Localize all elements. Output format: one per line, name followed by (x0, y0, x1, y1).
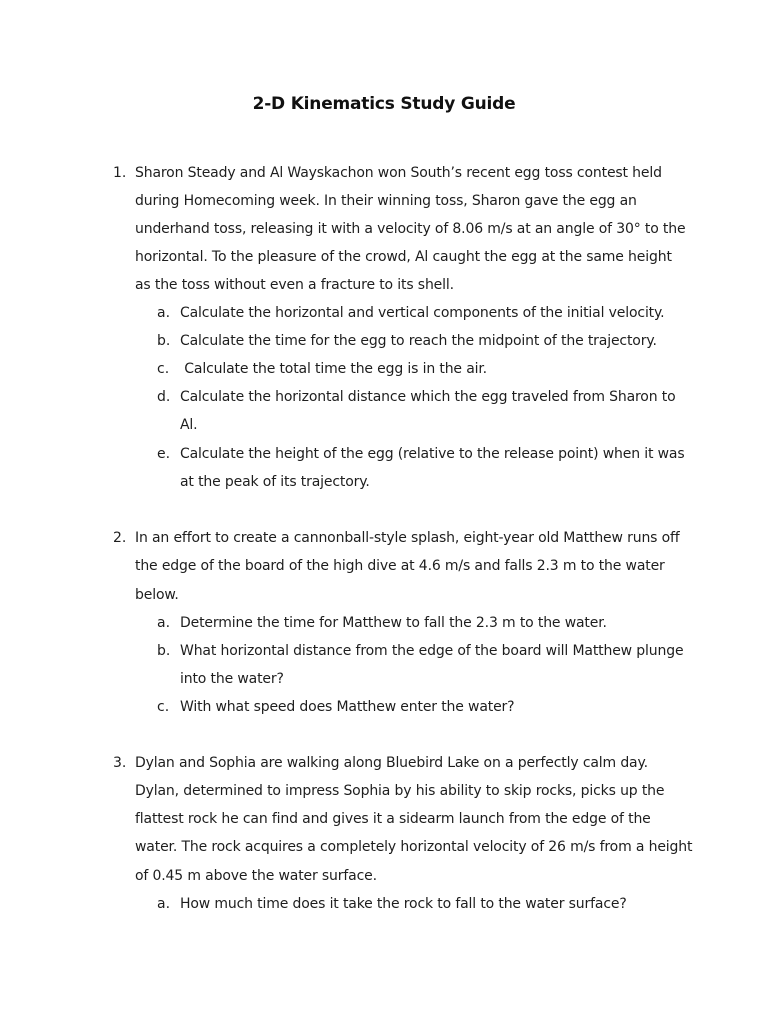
subpart-label: c. (157, 361, 170, 377)
question-text-line: Dylan, determined to impress Sophia by his ability to skip rocks, picks up the (135, 783, 665, 799)
question-text-line: below. (135, 587, 179, 603)
document-title: 2-D Kinematics Study Guide (252, 94, 516, 114)
subpart-label: c. (157, 699, 170, 715)
subpart-label: d. (157, 389, 171, 405)
subpart-text: Calculate the total time the egg is in the air. (180, 361, 487, 377)
subpart-text: into the water? (180, 671, 284, 687)
question-text-line: of 0.45 m above the water surface. (135, 868, 377, 884)
question-text-line: underhand toss, releasing it with a velocity of 8.06 m/s at an angle of 30° to the (135, 221, 686, 237)
subpart-label: b. (157, 643, 171, 659)
question-text-line: horizontal. To the pleasure of the crowd, Al caught the egg at the same height (135, 249, 672, 265)
subpart-label: a. (157, 896, 171, 912)
question-number: 1. (113, 165, 127, 181)
question-text-line: In an effort to create a cannonball-style splash, eight-year old Matthew runs off (135, 530, 680, 546)
question-text-line: during Homecoming week. In their winning toss, Sharon gave the egg an (135, 193, 637, 209)
subpart-text: With what speed does Matthew enter the water? (180, 699, 515, 715)
question-text-line: flattest rock he can find and gives it a sidearm launch from the edge of the (135, 811, 651, 827)
subpart-label: a. (157, 615, 171, 631)
subpart-text: at the peak of its trajectory. (180, 474, 370, 490)
question-text-line: Sharon Steady and Al Wayskachon won South’s recent egg toss contest held (135, 165, 662, 181)
question-text-line: the edge of the board of the high dive at 4.6 m/s and falls 2.3 m to the water (135, 558, 665, 574)
subpart-text: What horizontal distance from the edge of the board will Matthew plunge (180, 643, 684, 659)
subpart-text: How much time does it take the rock to fall to the water surface? (180, 896, 627, 912)
subpart-label: a. (157, 305, 171, 321)
subpart-text: Determine the time for Matthew to fall the 2.3 m to the water. (180, 615, 607, 631)
subpart-text: Al. (180, 417, 198, 433)
question-number: 3. (113, 755, 127, 771)
subpart-text: Calculate the horizontal distance which the egg traveled from Sharon to (180, 389, 676, 405)
subpart-text: Calculate the horizontal and vertical components of the initial velocity. (180, 305, 665, 321)
subpart-text: Calculate the time for the egg to reach the midpoint of the trajectory. (180, 333, 657, 349)
subpart-label: b. (157, 333, 171, 349)
question-text-line: Dylan and Sophia are walking along Bluebird Lake on a perfectly calm day. (135, 755, 648, 771)
question-text-line: as the toss without even a fracture to its shell. (135, 277, 454, 293)
question-text-line: water. The rock acquires a completely horizontal velocity of 26 m/s from a height (135, 839, 693, 855)
question-number: 2. (113, 530, 127, 546)
subpart-text: Calculate the height of the egg (relative to the release point) when it was (180, 446, 685, 462)
subpart-label: e. (157, 446, 171, 462)
